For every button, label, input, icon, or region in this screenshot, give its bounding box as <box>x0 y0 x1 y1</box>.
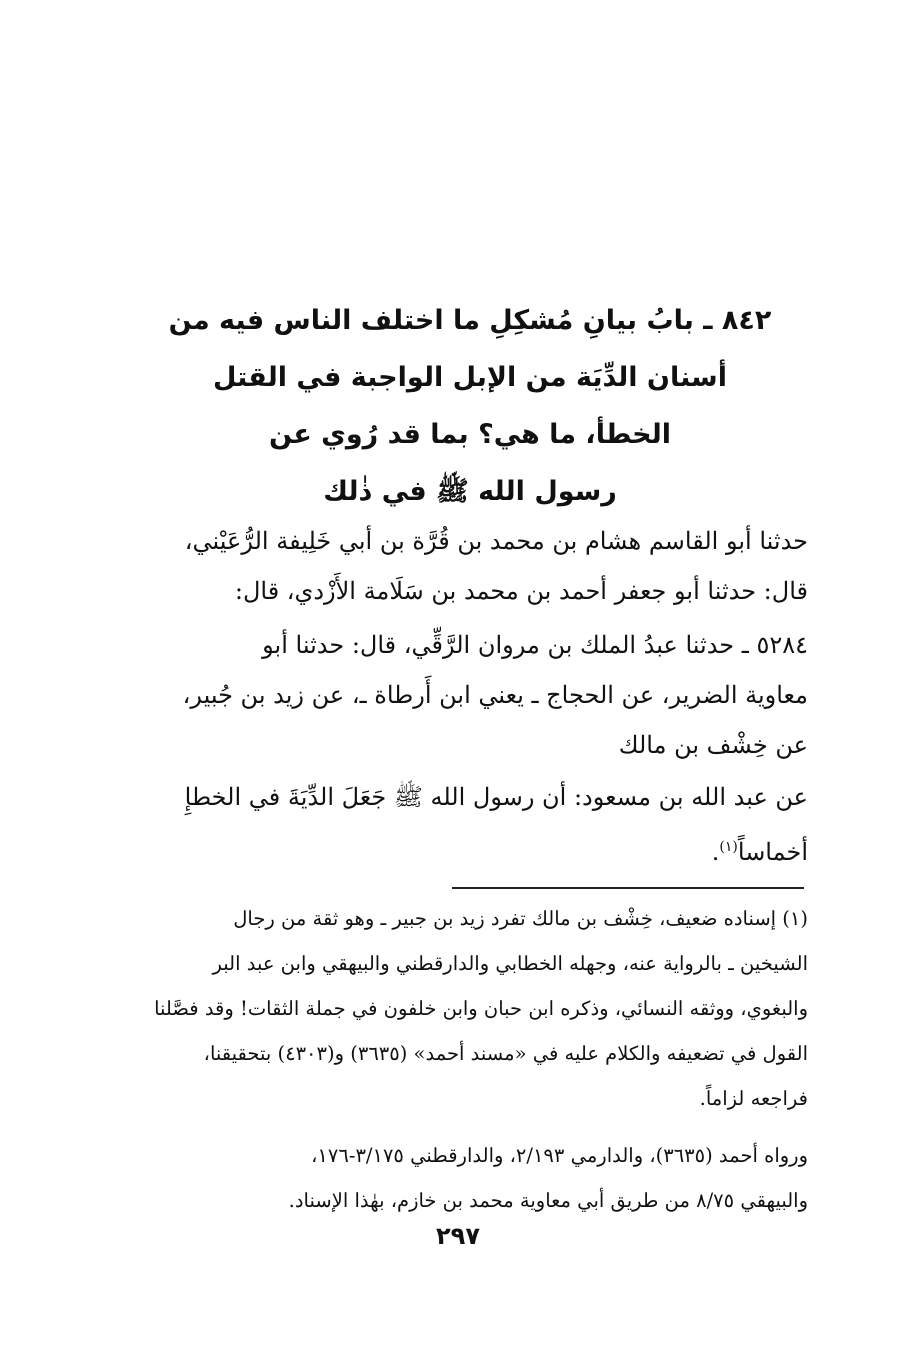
footnote-line: الشيخين ـ بالرواية عنه، وجهله الخطابي والدارقطني والبيهقي وابن عبد البر <box>212 952 808 975</box>
chapter-title-line: الخطأ، ما هي؟ بما قد رُوي عن <box>269 419 671 450</box>
chapter-title-line: أسنان الدِّيَة من الإبل الواجبة في القتل <box>213 362 727 393</box>
matn-end-punct: . <box>711 838 720 866</box>
matn-text: أخماساً <box>737 838 808 866</box>
footnote-line: (١) إسناده ضعيف، خِشْف بن مالك تفرد زيد بن جبير ـ وهو ثقة من رجال <box>233 907 808 930</box>
footnote-gap <box>108 1121 808 1133</box>
isnad-paragraph <box>108 516 808 616</box>
footnote-line: فراجعه لزاماً. <box>699 1087 808 1110</box>
matn-line <box>108 822 808 877</box>
hadith-line: معاوية الضرير، عن الحجاج ـ يعني ابن أَرطاة ـ، عن زيد بن جُبير، <box>182 681 808 709</box>
footnote-line: ورواه أحمد (٣٦٣٥)، والدارمي ٢/١٩٣، والدارقطني ٣/١٧٥-١٧٦، <box>311 1144 808 1167</box>
footnote-line: والبيهقي ٨/٧٥ من طريق أبي معاوية محمد بن خازم، بهٰذا الإسناد. <box>288 1189 808 1212</box>
page-number: ٢٩٧ <box>436 1222 480 1250</box>
chapter-title-line: رسول الله ﷺ في ذٰلك <box>323 476 617 507</box>
hadith-line: عن خِشْف بن مالك <box>618 731 808 759</box>
footnote-separator <box>452 887 804 889</box>
footnotes <box>108 896 808 1223</box>
chapter-title <box>150 292 790 520</box>
footnote-line: القول في تضعيفه والكلام عليه في «مسند أحمد» (٣٦٣٥) و(٤٣٠٣) بتحقيقنا، <box>203 1042 808 1065</box>
chapter-title-line: ٨٤٢ ـ بابُ بيانِ مُشكِلِ ما اختلف الناس فيه من <box>168 305 772 336</box>
footnote-line: والبغوي، ووثقه النسائي، وذكره ابن حبان وابن خلفون في جملة الثقات! وقد فصَّلنا <box>154 997 808 1020</box>
isnad-line: حدثنا أبو القاسم هشام بن محمد بن قُرَّة بن أبي خَلِيفة الرُّعَيْني، <box>184 527 808 555</box>
hadith-paragraph <box>108 620 808 770</box>
isnad-line: قال: حدثنا أبو جعفر أحمد بن محمد بن سَلَامة الأَزْدي، قال: <box>234 577 808 605</box>
matn-paragraph <box>108 772 808 877</box>
hadith-line: ٥٢٨٤ ـ حدثنا عبدُ الملك بن مروان الرَّقِّي، قال: حدثنا أبو <box>262 631 808 659</box>
matn-line: عن عبد الله بن مسعود: أن رسول الله ﷺ جَعَلَ الدِّيَةَ في الخطإِ <box>184 783 808 811</box>
footnote-reference: (١) <box>719 839 738 855</box>
